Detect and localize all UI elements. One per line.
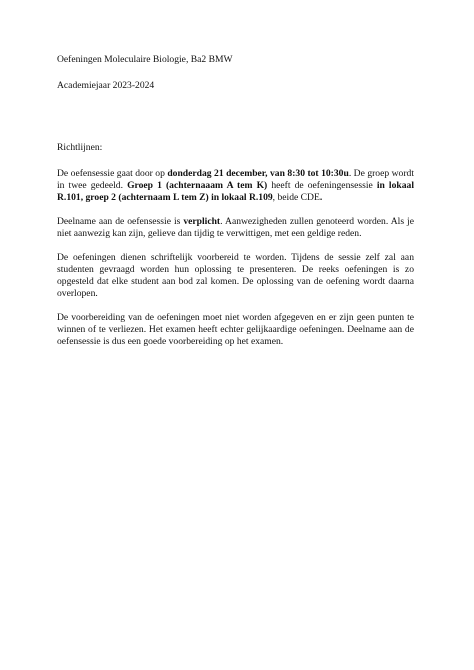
text-run: Deelname aan de oefensessie is: [57, 216, 184, 227]
guidelines-heading: Richtlijnen:: [57, 142, 103, 153]
academic-year: Academiejaar 2023-2024: [57, 80, 155, 91]
text-run: . Aanwezigheden zullen genoteerd worden. Als je niet aanwezig kan zijn, gelieve dan tijdig te verwittigen, met een geldige reden.: [57, 216, 414, 239]
text-run: . De groep wordt in twee gedeeld.: [57, 168, 414, 191]
paragraph-exam-info: De voorbereiding van de oefeningen moet niet worden afgegeven en er zijn geen punten te winnen of te verliezen. Het examen heeft echter gelijkaardige oefeningen. Deelname aan de oefensessie is dus een goede voorbereiding op het examen.: [57, 312, 414, 347]
paragraph-preparation: De oefeningen dienen schriftelijk voorbereid te worden. Tijdens de sessie zelf zal aan studenten gevraagd worden hun oplossing te presenteren. De reeks oefeningen is zo opgesteld dat elke student aan bod zal komen. De oplossing van de oefening wordt daarna overlopen.: [57, 252, 414, 299]
document-title: Oefeningen Moleculaire Biologie, Ba2 BMW: [57, 54, 233, 65]
text-run: .: [319, 192, 323, 203]
paragraph-session-schedule: [57, 168, 414, 204]
session-date-time: donderdag 21 december, van 8:30 tot 10:30u: [167, 168, 349, 179]
text-run: De oefensessie gaat door op: [57, 168, 168, 179]
group-1-label: Groep 1 (achternaaam A tem K): [127, 180, 268, 191]
room-assignment: in lokaal R.101, groep 2 (achternaam L tem Z) in lokaal R.109: [57, 180, 414, 203]
paragraph-attendance: [57, 216, 414, 240]
mandatory-label: verplicht: [183, 216, 221, 227]
document-content: [57, 54, 414, 360]
text-run: heeft de oefeningensessie: [267, 180, 377, 191]
text-run: , beide CDE: [272, 192, 320, 203]
